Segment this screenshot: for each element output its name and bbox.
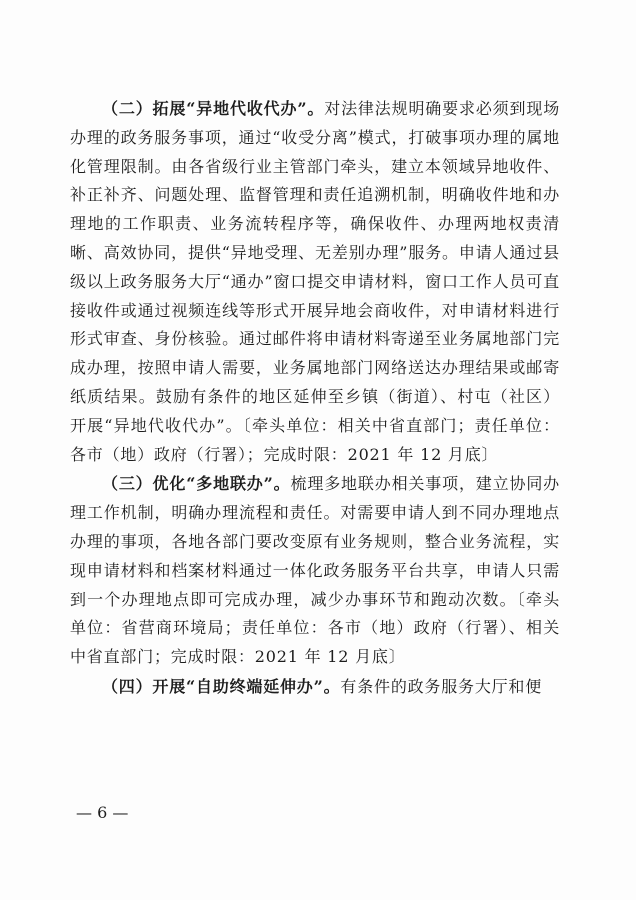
paragraph-2-heading: （二）拓展“异地代收代办”。 bbox=[102, 99, 325, 118]
paragraph-3-body: 梳理多地联办相关事项，建立协同办理工作机制，明确办理流程和责任。对需要申请人到不同办理地点办理的事项，各地各部门要改变原有业务规则，整合业务流程，实现申请材料和档案材料通过一体化政务服务平台共享，申请人只需到一个办理地点即可完成办理，减少办事环节和跑动次数。〔牵头单位：省营商环境局；责任单位：各市（地）政府（行署）、相关中省直部门；完成时限：2021 年 12 月底〕 bbox=[70, 474, 560, 667]
paragraph-2-body: 对法律法规明确要求必须到现场办理的政务服务事项，通过“收受分离”模式，打破事项办理的属地化管理限制。由各省级行业主管部门牵头，建立本领域异地收件、补正补齐、问题处理、监督管理和责任追溯机制，明确收件地和办理地的工作职责、业务流转程序等，确保收件、办理两地权责清晰、高效协同，提供“异地受理、无差别办理”服务。申请人通过县级以上政务服务大厅“通办”窗口提交申请材料，窗口工作人员可直接收件或通过视频连线等形式开展异地会商收件，对申请材料进行形式审查、身份核验。通过邮件将申请材料寄递至业务属地部门完成办理，按照申请人需要，业务属地部门网络送达办理结果或邮寄纸质结果。鼓励有条件的地区延伸至乡镇（街道）、村屯（社区）开展“异地代收代办”。〔牵头单位：相关中省直部门；责任单位：各市（地）政府（行署）；完成时限：2021 年 12 月底〕 bbox=[70, 99, 561, 464]
paragraph-3-heading: （三）优化“多地联办”。 bbox=[102, 474, 291, 494]
paragraph-2 bbox=[70, 95, 560, 469]
paragraph-4-heading: （四）开展“自助终端延伸办”。 bbox=[102, 676, 341, 696]
page-number: — 6 — bbox=[76, 803, 129, 822]
paragraph-3 bbox=[70, 470, 560, 672]
paragraph-4-body: 有条件的政务服务大厅和便 bbox=[340, 676, 543, 696]
paragraph-4 bbox=[70, 673, 560, 702]
body-text bbox=[70, 95, 560, 702]
